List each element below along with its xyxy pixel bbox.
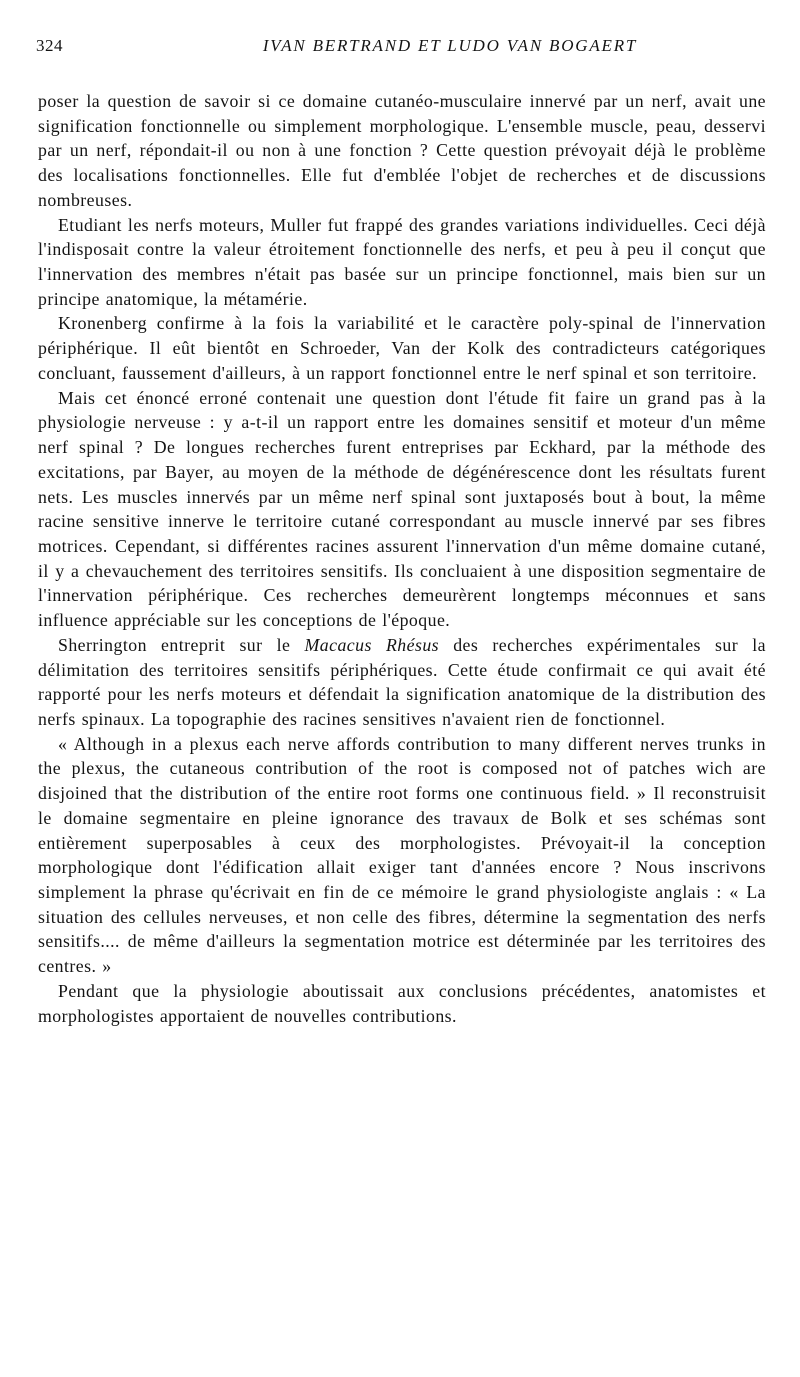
body-text: [38, 89, 766, 1028]
paragraph-7: Pendant que la physiologie aboutissait aux conclusions précédentes, anatomistes et morphologistes apportaient de nouvelles contributions.: [38, 980, 766, 1026]
running-title: IVAN BERTRAND ET LUDO VAN BOGAERT: [262, 36, 638, 55]
paragraph-4: Mais cet énoncé erroné contenait une question dont l'étude fit faire un grand pas à la physiologie nerveuse : y a-t-il un rapport entre les domaines sensitif et moteur d'un même nerf spinal ? De longues recherches furent entreprises par Eckhard, par la méthode des excitations, par Bayer, au moyen de la méthode de dégénérescence dont les résultats furent nets. Les muscles innervés par un même nerf spinal sont juxtaposés bout à bout, la même racine sensitive innerve le territoire cutané correspondant au muscle innervé par ses fibres motrices. Cependant, si différentes racines assurent l'innervation d'un même domaine cutané, il y a chevauchement des territoires sensitifs. Ils concluaient à une disposition segmentaire de l'innervation périphérique. Ces recherches demeurèrent longtemps méconnues et sans influence appréciable sur les conceptions de l'époque.: [38, 387, 766, 631]
paragraph-2: Etudiant les nerfs moteurs, Muller fut frappé des grandes variations individuelles. Ceci déjà l'indisposait contre la valeur étroitement fonctionnelle des nerfs, et peu à peu il conçut que l'innervation des membres n'était pas basée sur un principe fonctionnel, mais bien sur un principe anatomique, la métamérie.: [38, 214, 766, 309]
paragraph-5-start: Sherrington entreprit sur le: [58, 634, 305, 655]
paragraph-5: [38, 633, 766, 732]
paragraph-6: « Although in a plexus each nerve affords contribution to many different nerves trunks in the plexus, the cutaneous contribution of the root is composed not of patches wich are disjoined that the distribution of the entire root forms one continuous field. » Il reconstruisit le domaine segmentaire en pleine ignorance des travaux de Bolk et ses schémas sont entièrement superposables à ceux des morphologistes. Prévoyait-il la conception morphologique dont l'édification allait exiger tant d'années encore ? Nous inscrivons simplement la phrase qu'écrivait en fin de ce mémoire le grand physiologiste anglais : « La situation des cellules nerveuses, et non celle des fibres, détermine la segmentation des nerfs sensitifs.... de même d'ailleurs la segmentation motrice est déterminée par les territoires des centres. »: [38, 733, 766, 977]
page-number: 324: [36, 36, 63, 55]
running-head: [0, 36, 800, 58]
paragraph-3: Kronenberg confirme à la fois la variabilité et le caractère poly-spinal de l'innervation périphérique. Il eût bientôt en Schroeder, Van der Kolk des contradicteurs catégoriques concluant, faussement d'ailleurs, à un rapport fonctionnel entre le nerf spinal et son territoire.: [38, 313, 766, 383]
paragraph-1: poser la question de savoir si ce domaine cutanéo-musculaire innervé par un nerf, avait une signification fonctionnelle ou simplement morphologique. L'ensemble muscle, peau, desservi par un nerf, répondait-il ou non à une fonction ? Cette question prévoyait déjà le problème des localisations fonctionnelles. Elle fut d'emblée l'objet de recherches et de discussions nombreuses.: [38, 91, 766, 210]
paragraph-5-end: des recherches expérimentales sur la délimitation des territoires sensitifs périphériques. Cette étude confirmait ce qui avait été rapporté pour les nerfs moteurs et défendait la signification anatomique de la distribution des nerfs spinaux. La topographie des racines sensitives n'avaient rien de fonctionnel.: [38, 634, 766, 729]
species-name: Macacus Rhésus: [304, 634, 440, 655]
